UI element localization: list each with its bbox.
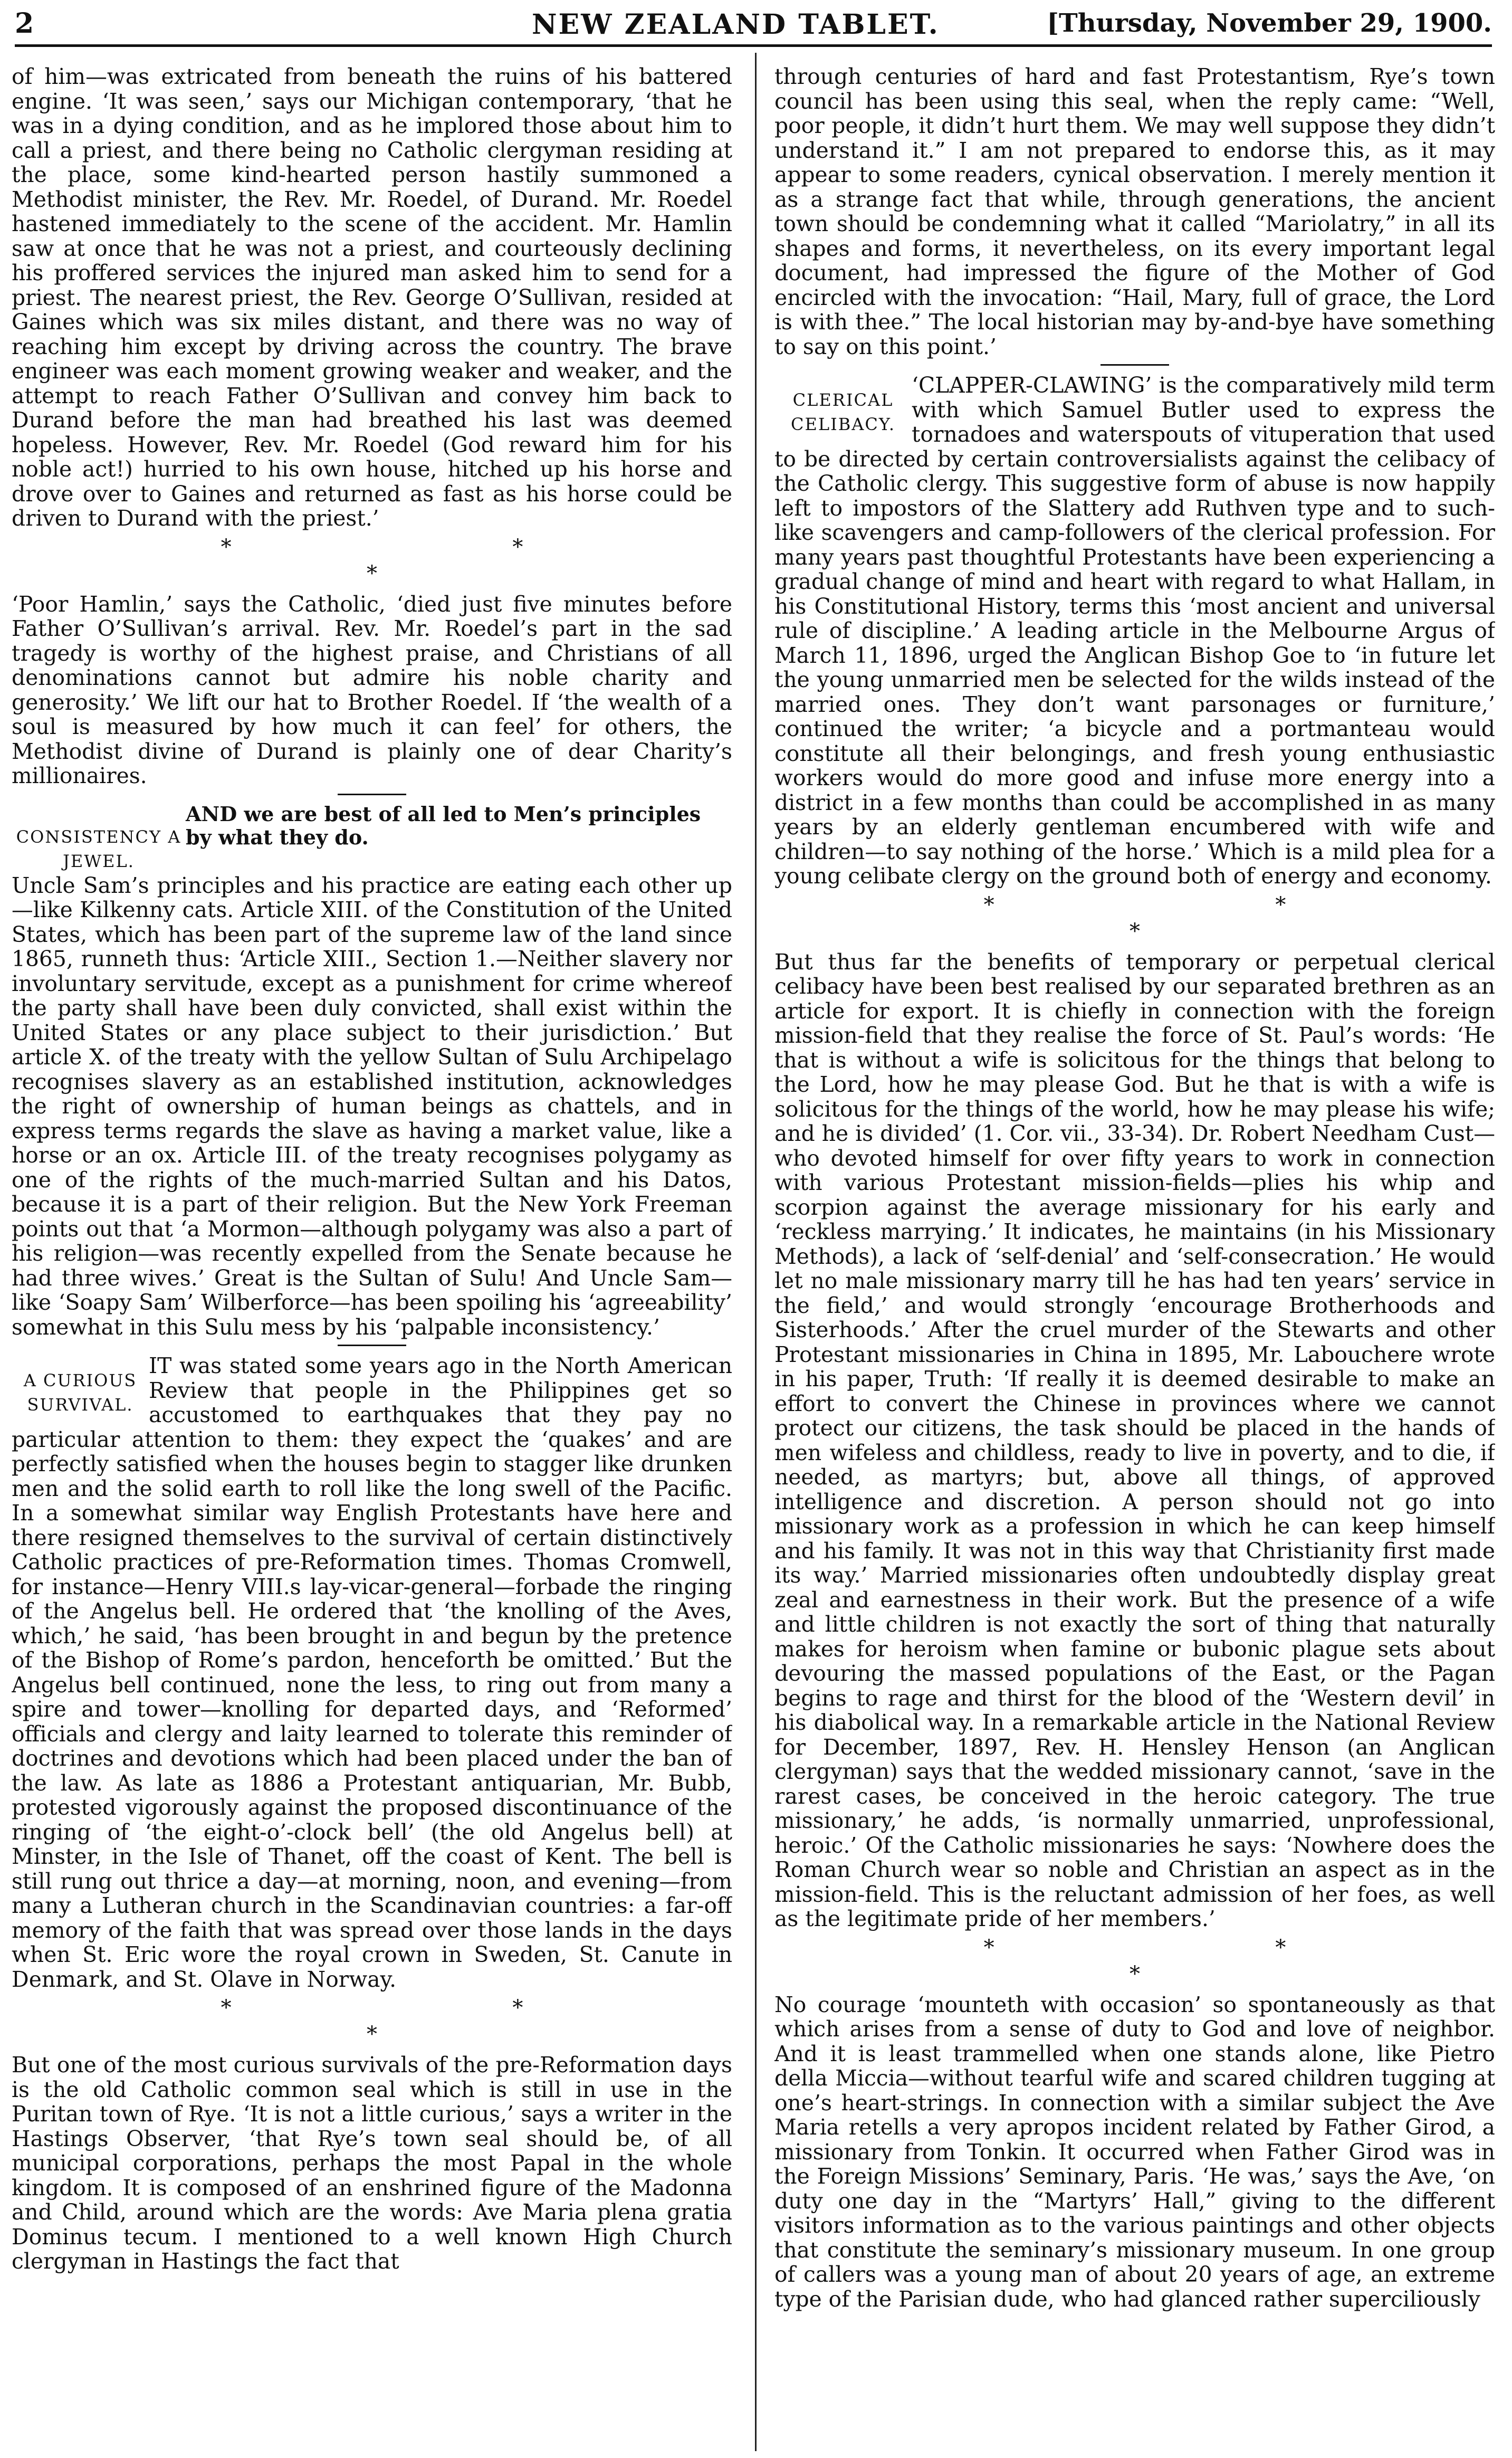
header-rule	[15, 44, 1492, 47]
section-rule	[338, 1345, 406, 1346]
left-column	[12, 64, 732, 2450]
side-heading: CONSISTENCY A JEWEL.	[16, 826, 181, 871]
section-rule	[338, 794, 406, 795]
paragraph: of him—was extricated from beneath the ruins of his battered engine. ‘It was seen,’ says our Michigan contemporary, ‘that he was in a dying condition, and as he implored those about him to call a priest, and there being no Catholic clergyman residing at the place, some kind-hearted person hastily summoned a Methodist minister, the Rev. Mr. Roedel, of Durand. Mr. Roedel hastened immediately to the scene of the accident. Mr. Hamlin saw at once that he was not a priest, and courteously declining his proffered services the injured man asked him to send for a priest. The nearest priest, the Rev. George O’Sullivan, resided at Gaines which was six miles distant, and there was no way of reaching him except by driving across the country. The brave engineer was each moment growing weaker and weaker, and the attempt to reach Father O’Sullivan and convey him back to Durand before the man had breathed his last was deemed hopeless. However, Rev. Mr. Roedel (God reward him for his noble act!) hurried to his own house, hitched up his horse and drove over to Gaines and returned as fast as his horse could be driven to Durand with the priest.’	[12, 64, 732, 531]
page-number: 2	[15, 7, 34, 40]
paragraph: But thus far the benefits of temporary or perpetual clerical celibacy have been best realised by our separated brethren as an article for export. It is chiefly in connection with the foreign mission-field that they realise the force of St. Paul’s words: ‘He that is without a wife is solicitous for the things that belong to the Lord, how he may please God. But he that is with a wife is solicitous for the things of the world, how he may please his wife; and he is divided’ (1. Cor. vii., 33-34). Dr. Robert Needham Cust—who devoted himself for over fifty years to work in connection with various Protestant mission-fields—plies his whip and scorpion against the average missionary for his early and ‘reckless marrying.’ It indicates, he maintains (in his Missionary Methods), a lack of ‘self-denial’ and ‘self-consecration.’ He would let no male missionary marry till he has had ten years’ service in the field,’ and would strongly ‘encourage Brotherhoods and Sisterhoods.’ After the cruel murder of the Stewarts and other Protestant missionaries in China in 1895, Mr. Labouchere wrote in his paper, Truth: ‘If really it is deemed desirable to make an effort to convert the Chinese in provinces where we cannot protect our citizens, the task should be placed in the hands of men wifeless and childless, ready to live in poverty, and to die, if needed, as martyrs; but, above all things, of approved intelligence and discretion. A person should not go into missionary work as a profession in which he can keep himself and his family. It was not in this way that Christianity first made its way.’ Married missionaries often undoubtedly display great zeal and earnestness in their work. But the presence of a wife and little children is not exactly the sort of thing that naturally makes for heroism when famine or bubonic plague sets about devouring the massed populations of the East, or the Pagan begins to rage and thirst for the blood of the ‘Western devil’ in his diabolical way. In a remarkable article in the National Review for December, 1897, Rev. H. Hensley Henson (an Anglican clergyman) says that the wedded missionary cannot, ‘save in the rarest cases, be conceived in the heroic category. The true missionary,’ he adds, ‘is normally unmarried, unprofessional, heroic.’ Of the Catholic missionaries he says: ‘Nowhere does the Roman Church wear so noble and Christian an aspect as in the mission-field. This is the reluctant admission of her foes, as well as the legitimate pride of her members.’	[774, 949, 1495, 1931]
column-divider	[755, 53, 757, 2451]
paragraph: ‘Poor Hamlin,’ says the Catholic, ‘died just five minutes before Father O’Sullivan’s arrival. Rev. Mr. Roedel’s part in the sad tragedy is worthy of the highest praise, and Christians of all denominations cannot but admire his noble charity and generosity.’ We lift our hat to Brother Roedel. If ‘the wealth of a soul is measured by how much it can feel’ for others, the Methodist divine of Durand is plainly one of dear Charity’s millionaires.	[12, 591, 732, 788]
side-heading: A CURIOUS SURVIVAL.	[23, 1370, 137, 1415]
section-rule	[1100, 364, 1169, 366]
section-stars: * * *	[983, 1935, 1423, 1986]
section-stars: * * *	[221, 535, 661, 586]
paragraph: through centuries of hard and fast Protestantism, Rye’s town council has been using this seal, when the reply came: “Well, poor people, it didn’t hurt them. We may well suppose they didn’t understand it.” I am not prepared to endorse this, as it may appear to some readers, cynical observation. I merely mention it as a strange fact that while, through generations, the ancient town should be condemning what it called “Mariolatry,” in all its shapes and forms, it nevertheless, on its every important legal document, had impressed the figure of the Mother of God encircled with the invocation: “Hail, Mary, full of grace, the Lord is with thee.” The local historian may by-and-bye have something to say on this point.’	[774, 64, 1495, 359]
masthead-title: NEW ZEALAND TABLET.	[532, 8, 940, 41]
section-stars: * * *	[221, 1996, 661, 2046]
paragraph: No courage ‘mounteth with occasion’ so spontaneously as that which arises from a sense of duty to God and love of neighbor. And it is least trammelled when one stands alone, like Pietro della Miccia—without tearful wife and scared children tugging at one’s heart-strings. In connection with a similar subject the Ave Maria retells a very apropos incident related by Father Girod, a missionary from Tonkin. It occurred when Father Girod was in the Foreign Missions’ Seminary, Paris. ‘He was,’ says the Ave, ‘on duty one day in the “Martyrs’ Hall,” giving to the different visitors information as to the various paintings and other objects that constitute the seminary’s missionary museum. In one group of callers was a young man of about 20 years of age, an extreme type of the Parisian dude, who had glanced rather superciliously	[774, 1992, 1495, 2312]
section-stars: * * *	[983, 892, 1423, 944]
side-heading: CLERICAL CELIBACY.	[790, 390, 895, 434]
verse-quote: AND we are best of all led to Men’s principles by what they do.	[186, 802, 701, 849]
right-column	[774, 64, 1495, 2450]
paragraph: Uncle Sam’s principles and his practice are eating each other up—like Kilkenny cats. Article XIII. of the Constitution of the United States, which has been part of the supreme law of the land since 1865, runneth thus: ‘Article XIII., Section 1.—Neither slavery nor involuntary servitude, except as a punishment for crime whereof the party shall have been duly convicted, shall exist within the United States or any place subject to their jurisdiction.’ But article X. of the treaty with the yellow Sultan of Sulu Archipelago recognises slavery as an established institution, acknowledges the right of ownership of human beings as chattels, and in express terms regards the slave as having a market value, like a horse or an ox. Article III. of the treaty recognises polygamy as one of the rights of the much-married Sultan and his Datos, because it is a part of their religion. But the New York Freeman points out that ‘a Mormon—although polygamy was also a part of his religion—was recently expelled from the Senate because he had three wives.’ Great is the Sultan of Sulu! And Uncle Sam—like ‘Soapy Sam’ Wilberforce—has been spoiling his ‘agreeability’ somewhat in this Sulu mess by his ‘palpable inconsistency.’	[12, 872, 732, 1340]
issue-date: [Thursday, November 29, 1900.	[1047, 8, 1492, 38]
section-clerical-celibacy	[774, 373, 1495, 889]
paragraph: IT was stated some years ago in the North American Review that people in the Philippines get so accustomed to earthquakes that they pay no particular attention to them: they expect the ‘quakes’ and are perfectly satisfied when the houses begin to stagger like drunken men and the solid earth to roll like the long swell of the Pacific. In a somewhat similar way English Protestants have here and there resigned themselves to the survival of certain distinctively Catholic practices of pre-Reformation times. Thomas Cromwell, for instance—Henry VIII.s lay-vicar-general—forbade the ringing of the Angelus bell. He ordered that ‘the knolling of the Aves, which,’ he said, ‘has been brought in and begun by the pretence of the Bishop of Rome’s pardon, henceforth be omitted.’ But the Angelus bell continued, none the less, to ring out from many a spire and tower—knolling for departed days, and ‘Reformed’ officials and clergy and laity learned to tolerate this reminder of doctrines and devotions which had been placed under the ban of the law. As late as 1886 a Protestant antiquarian, Mr. Bubb, protested vigorously against the proposed discontinuance of the ringing of ‘the eight-o’-clock bell’ (the old Angelus bell) at Minster, in the Isle of Thanet, off the coast of Kent. The bell is still rung out thrice a day—at morning, noon, and evening—from many a Lutheran church in the Scandinavian countries: a far-off memory of the faith that was spread over those lands in the days when St. Eric wore the royal crown in Sweden, St. Canute in Denmark, and St. Olave in Norway.	[12, 1354, 732, 1992]
paragraph: But one of the most curious survivals of the pre-Reformation days is the old Catholic common seal which is still in use in the Puritan town of Rye. ‘It is not a little curious,’ says a writer in the Hastings Observer, ‘that Rye’s town seal should be, of all municipal corporations, perhaps the most Papal in the whole kingdom. It is composed of an enshrined figure of the Madonna and Child, around which are the words: Ave Maria plena gratia Dominus tecum. I mentioned to a well known High Church clergyman in Hastings the fact that	[12, 2052, 732, 2274]
page-header	[15, 5, 1492, 42]
section-curious-survival	[12, 1354, 732, 1992]
paragraph: ‘CLAPPER-CLAWING’ is the comparatively mild term with which Samuel Butler used to express the tornadoes and waterspouts of vituperation that used to be directed by certain controversialists against the celibacy of the Catholic clergy. This suggestive form of abuse is now happily left to impostors of the Slattery add Ruthven type and to such-like scavengers and camp-followers of the clerical profession. For many years past thoughtful Protestants have been experiencing a gradual change of mind and heart with regard to what Hallam, in his Constitutional History, terms this ‘most ancient and universal rule of discipline.’ A leading article in the Melbourne Argus of March 11, 1896, urged the Anglican Bishop Goe to ‘in future let the young unmarried men be selected for the wilds instead of the married ones. They don’t want parsonages or furniture,’ continued the writer; ‘a bicycle and a portmanteau would constitute all their belongings, and fresh young enthusiastic workers would do more good and infuse more energy into a district in a few months than could be accomplished in as many years by an elderly gentleman encumbered with wife and children—to say nothing of the horse.’ Which is a mild plea for a young celibate clergy on the ground both of energy and economy.	[774, 373, 1495, 889]
section-consistency	[12, 803, 732, 873]
